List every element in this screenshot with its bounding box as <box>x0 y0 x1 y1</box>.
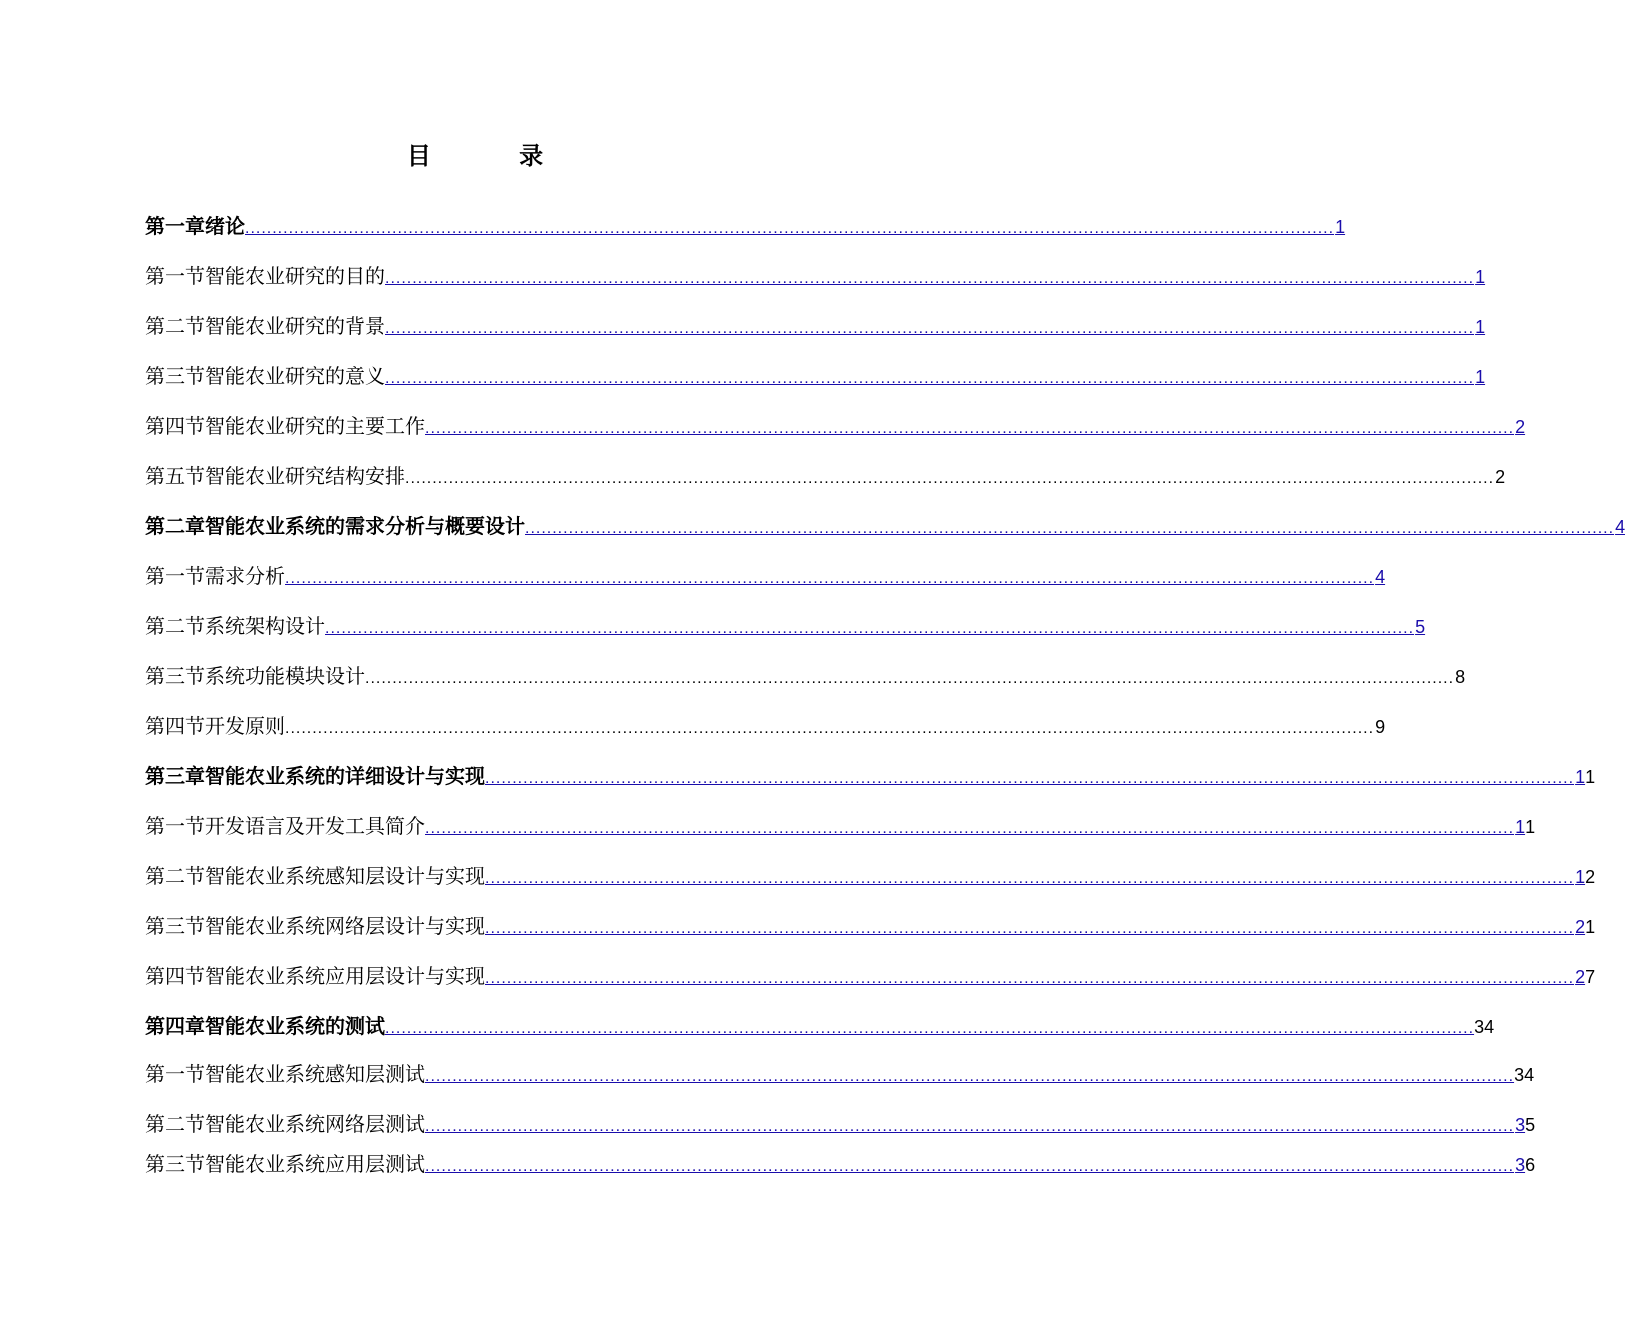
toc-entry[interactable] <box>145 810 1536 838</box>
toc-entry[interactable] <box>145 860 1596 888</box>
toc-page-number-suffix: 1 <box>1585 917 1596 937</box>
toc-entry[interactable] <box>145 260 1486 288</box>
toc-leader-dots: ........................................................................................................................................................................................................ <box>425 420 1515 437</box>
toc-page-number: 1 <box>1475 267 1486 287</box>
toc-page-number: 8 <box>1455 667 1466 687</box>
toc-entry-link[interactable] <box>425 1155 1525 1176</box>
toc-page-number: 1 <box>1475 367 1486 387</box>
toc-entry-title: 智能农业系统的详细设计与实现 <box>205 764 485 788</box>
toc-entry-number: 第四节 <box>145 714 205 738</box>
toc-leader-dots: ........................................................................................................................................................................................................ <box>385 1020 1475 1037</box>
toc-page-number-suffix: 2 <box>1585 867 1596 887</box>
toc-entry-link[interactable] <box>425 1115 1525 1136</box>
toc-entry-link[interactable] <box>385 1020 1474 1038</box>
toc-entry[interactable] <box>145 1148 1536 1176</box>
toc-entry-number: 第四节 <box>145 964 205 988</box>
toc-page-number: 2 <box>1515 417 1526 437</box>
toc-entry-number: 第二节 <box>145 864 205 888</box>
toc-page-number: 2 <box>1495 467 1506 487</box>
toc-entry-number: 第三节 <box>145 664 205 688</box>
toc-page-number: 9 <box>1375 717 1386 737</box>
toc-entry[interactable] <box>145 310 1486 338</box>
toc-entry-number: 第二节 <box>145 614 205 638</box>
toc-entry[interactable] <box>145 210 1346 238</box>
toc-entry-title: 系统功能模块设计 <box>205 664 365 688</box>
toc-entry-title: 开发语言及开发工具简介 <box>205 814 425 838</box>
toc-entry-link[interactable] <box>385 367 1485 388</box>
toc-entry-link <box>405 467 1505 488</box>
toc-page-number: 1 <box>1475 317 1486 337</box>
toc-leader-dots: ........................................................................................................................................................................................................ <box>425 1068 1515 1085</box>
toc-entry-number: 第三章 <box>145 764 205 788</box>
page-title: 目 录 <box>406 142 584 170</box>
toc-page-number-suffix: 6 <box>1525 1155 1536 1175</box>
toc-entry-link[interactable] <box>385 317 1485 338</box>
toc-leader-dots: ........................................................................................................................................................................................................ <box>425 820 1515 837</box>
toc-entry[interactable] <box>145 710 1386 738</box>
toc-entry-link[interactable] <box>325 617 1425 638</box>
toc-page-number: 4 <box>1375 567 1386 587</box>
toc-entry-title: 智能农业系统感知层设计与实现 <box>205 864 485 888</box>
toc-leader-dots: ........................................................................................................................................................................................................ <box>525 520 1615 537</box>
toc-entry[interactable] <box>145 560 1386 588</box>
toc-entry-link[interactable] <box>485 867 1585 888</box>
toc-entry[interactable] <box>145 960 1596 988</box>
toc-entry-number: 第一章 <box>145 214 205 238</box>
toc-leader-dots: ........................................................................................................................................................................................................ <box>325 620 1415 637</box>
toc-entry-number: 第一节 <box>145 1062 205 1086</box>
toc-entry-link[interactable] <box>525 517 1625 538</box>
toc-page-number: 1 <box>1335 217 1346 237</box>
toc-entry-number: 第三节 <box>145 1152 205 1176</box>
toc-entry-link <box>365 667 1465 688</box>
toc-entry[interactable] <box>145 1010 1495 1038</box>
toc-leader-dots: ........................................................................................................................................................................................................ <box>425 1158 1515 1175</box>
toc-entry-title: 智能农业系统感知层测试 <box>205 1062 425 1086</box>
toc-page-number-suffix: 1 <box>1525 817 1536 837</box>
toc-entry-title: 智能农业研究的背景 <box>205 314 385 338</box>
toc-leader-dots: ........................................................................................................................................................................................................ <box>285 720 1375 737</box>
toc-leader-dots: ........................................................................................................................................................................................................ <box>385 370 1475 387</box>
toc-entry-title: 智能农业系统应用层设计与实现 <box>205 964 485 988</box>
toc-page-number: 4 <box>1615 517 1625 537</box>
toc-leader-dots: ........................................................................................................................................................................................................ <box>405 470 1495 487</box>
toc-page-number-suffix: 5 <box>1525 1115 1536 1135</box>
toc-entry-number: 第二节 <box>145 314 205 338</box>
toc-entry-number: 第四节 <box>145 414 205 438</box>
toc-entry-number: 第一节 <box>145 564 205 588</box>
toc-entry-number: 第三节 <box>145 364 205 388</box>
toc-entry-link[interactable] <box>285 567 1385 588</box>
toc-entry-title: 智能农业研究的意义 <box>205 364 385 388</box>
toc-entry-title: 开发原则 <box>205 714 285 738</box>
toc-leader-dots: ........................................................................................................................................................................................................ <box>365 670 1455 687</box>
toc-entry-number: 第一节 <box>145 814 205 838</box>
toc-entry[interactable] <box>145 610 1426 638</box>
toc-leader-dots: ........................................................................................................................................................................................................ <box>245 220 1335 237</box>
toc-page-number: 1 <box>1575 867 1586 887</box>
toc-leader-dots: ........................................................................................................................................................................................................ <box>485 870 1575 887</box>
toc-entry-link[interactable] <box>485 917 1585 938</box>
toc-entry-title: 智能农业系统应用层测试 <box>205 1152 425 1176</box>
toc-entry-title: 绪论 <box>205 214 245 238</box>
toc-leader-dots: ........................................................................................................................................................................................................ <box>485 970 1575 987</box>
toc-entry-title: 智能农业系统网络层设计与实现 <box>205 914 485 938</box>
toc-entry-title: 智能农业研究结构安排 <box>205 464 405 488</box>
toc-entry[interactable] <box>145 1108 1536 1136</box>
toc-leader-dots: ........................................................................................................................................................................................................ <box>425 1118 1515 1135</box>
toc-entry-link[interactable] <box>425 1068 1514 1086</box>
toc-page-number: 1 <box>1515 817 1526 837</box>
toc-entry-title: 智能农业系统的测试 <box>205 1014 385 1038</box>
toc-entry-link[interactable] <box>425 417 1525 438</box>
toc-page-number: 1 <box>1575 767 1586 787</box>
toc-entry-number: 第三节 <box>145 914 205 938</box>
toc-entry-title: 智能农业系统网络层测试 <box>205 1112 425 1136</box>
toc-leader-dots: ........................................................................................................................................................................................................ <box>485 770 1575 787</box>
toc-entry-number: 第二节 <box>145 1112 205 1136</box>
toc-entry[interactable] <box>145 760 1596 788</box>
toc-page-number-suffix: 7 <box>1585 967 1596 987</box>
toc-entry[interactable] <box>145 410 1526 438</box>
toc-entry-number: 第五节 <box>145 464 205 488</box>
toc-entry-title: 智能农业系统的需求分析与概要设计 <box>205 514 525 538</box>
toc-entry-link[interactable] <box>425 817 1525 838</box>
toc-entry[interactable] <box>145 510 1625 538</box>
toc-leader-dots: ........................................................................................................................................................................................................ <box>385 270 1475 287</box>
toc-page-number-suffix: 34 <box>1474 1017 1495 1037</box>
toc-entry-title: 智能农业研究的主要工作 <box>205 414 425 438</box>
toc-leader-dots: ........................................................................................................................................................................................................ <box>385 320 1475 337</box>
toc-entry-title: 需求分析 <box>205 564 285 588</box>
toc-entry-number: 第四章 <box>145 1014 205 1038</box>
toc-entry-link[interactable] <box>485 767 1585 788</box>
toc-leader-dots: ........................................................................................................................................................................................................ <box>285 570 1375 587</box>
toc-entry-link[interactable] <box>245 217 1345 238</box>
toc-page-number: 2 <box>1575 917 1586 937</box>
toc-entry-title: 智能农业研究的目的 <box>205 264 385 288</box>
toc-entry[interactable] <box>145 1058 1535 1086</box>
toc-page-number-suffix: 1 <box>1585 767 1596 787</box>
toc-entry-number: 第二章 <box>145 514 205 538</box>
toc-entry[interactable] <box>145 910 1596 938</box>
toc-page-number-suffix: 34 <box>1514 1065 1535 1085</box>
toc-entry-number: 第一节 <box>145 264 205 288</box>
toc-page-number: 3 <box>1515 1115 1526 1135</box>
toc-entry-title: 系统架构设计 <box>205 614 325 638</box>
toc-entry[interactable] <box>145 660 1466 688</box>
toc-page-number: 3 <box>1515 1155 1526 1175</box>
toc-page-number: 2 <box>1575 967 1586 987</box>
toc-entry-link <box>285 717 1385 738</box>
toc-entry[interactable] <box>145 360 1486 388</box>
toc-leader-dots: ........................................................................................................................................................................................................ <box>485 920 1575 937</box>
toc-entry-link[interactable] <box>385 267 1485 288</box>
toc-entry-link[interactable] <box>485 967 1585 988</box>
toc-entry[interactable] <box>145 460 1506 488</box>
toc-page-number: 5 <box>1415 617 1426 637</box>
